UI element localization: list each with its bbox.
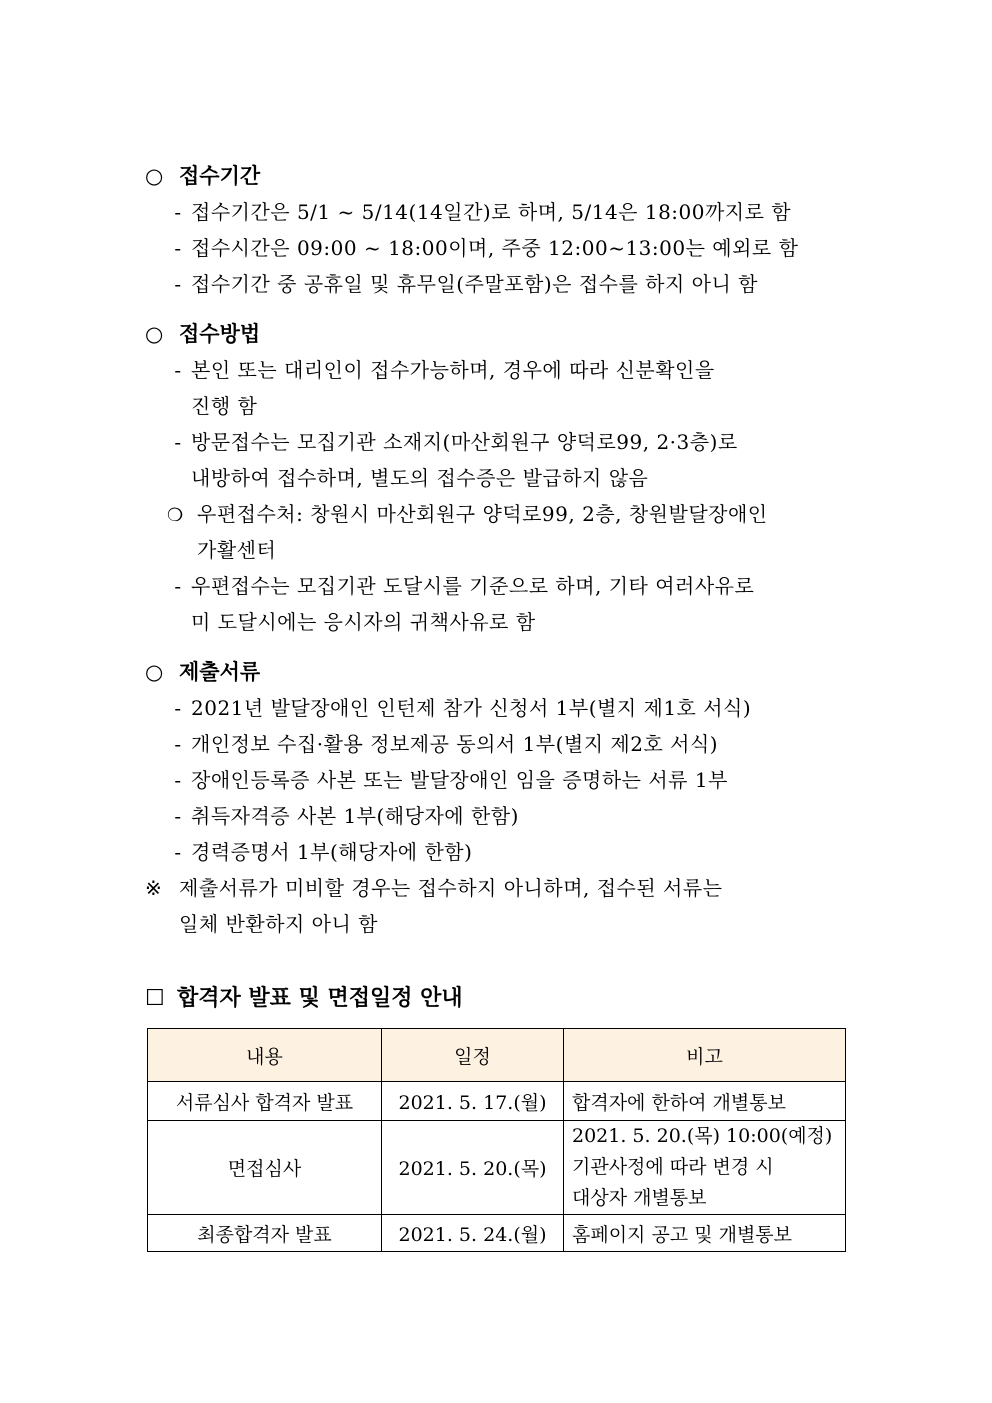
list-item-continuation: 가활센터 bbox=[197, 538, 277, 562]
header-remarks: 비고 bbox=[564, 1029, 846, 1082]
reception-period-heading bbox=[145, 158, 855, 194]
documents-note-continuation: 일체 반환하지 아니 함 bbox=[179, 912, 378, 936]
table-row bbox=[148, 1082, 846, 1121]
cell-content: 서류심사 합격자 발표 bbox=[148, 1082, 382, 1121]
list-item: - 접수시간은 09:00 ~ 18:00이며, 주중 12:00~13:00는 예외로 함 bbox=[174, 236, 799, 260]
table-row bbox=[148, 1215, 846, 1252]
remarks-line: 대상자 개별통보 bbox=[572, 1187, 707, 1209]
circle-bullet-icon: ○ bbox=[145, 164, 164, 188]
square-bullet-icon: ☐ bbox=[145, 986, 165, 1011]
cell-remarks: 합격자에 한하여 개별통보 bbox=[564, 1082, 846, 1121]
schedule-title: 합격자 발표 및 면접일정 안내 bbox=[177, 986, 463, 1011]
schedule-table bbox=[147, 1028, 846, 1252]
remarks-line: 기관사정에 따라 변경 시 bbox=[572, 1156, 774, 1178]
list-item: - 접수기간 중 공휴일 및 휴무일(주말포함)은 접수를 하지 아니 함 bbox=[174, 272, 758, 296]
documents-note: ※ 제출서류가 미비할 경우는 접수하지 아니하며, 접수된 서류는 bbox=[145, 870, 855, 906]
list-item: - 장애인등록증 사본 또는 발달장애인 임을 증명하는 서류 1부 bbox=[174, 768, 728, 792]
cell-content: 면접심사 bbox=[148, 1121, 382, 1215]
list-item: - 경력증명서 1부(해당자에 한함) bbox=[174, 840, 473, 864]
list-item: - 우편접수는 모집기관 도달시를 기준으로 하며, 기타 여러사유로 bbox=[174, 574, 755, 598]
circle-bullet-icon: ○ bbox=[145, 322, 164, 346]
list-item: - 방문접수는 모집기관 소재지(마산회원구 양덕로99, 2·3층)로 bbox=[174, 430, 738, 454]
header-content: 내용 bbox=[148, 1029, 382, 1082]
header-date: 일정 bbox=[382, 1029, 564, 1082]
reception-method-title: 접수방법 bbox=[179, 322, 261, 346]
cell-remarks: 홈페이지 공고 및 개별통보 bbox=[564, 1215, 846, 1252]
reception-method-section bbox=[145, 316, 855, 640]
reception-period-title: 접수기간 bbox=[179, 164, 261, 188]
list-item: - 개인정보 수집·활용 정보제공 동의서 1부(별지 제2호 서식) bbox=[174, 732, 719, 756]
reception-method-heading bbox=[145, 316, 855, 352]
list-item-continuation: 내방하여 접수하며, 별도의 접수증은 발급하지 않음 bbox=[191, 466, 649, 490]
documents-heading bbox=[145, 654, 855, 690]
schedule-heading bbox=[145, 981, 463, 1017]
documents-section bbox=[145, 654, 855, 942]
table-row bbox=[148, 1121, 846, 1215]
reference-mark-icon: ※ bbox=[145, 876, 163, 900]
postal-reception-item: ❍ 우편접수처: 창원시 마산회원구 양덕로99, 2층, 창원발달장애인 bbox=[145, 496, 855, 532]
cell-date: 2021. 5. 20.(목) bbox=[382, 1121, 564, 1215]
list-item: - 본인 또는 대리인이 접수가능하며, 경우에 따라 신분확인을 bbox=[174, 358, 715, 382]
list-item-continuation: 미 도달시에는 응시자의 귀책사유로 함 bbox=[191, 610, 536, 634]
list-item-continuation: 진행 함 bbox=[191, 394, 258, 418]
cell-date: 2021. 5. 17.(월) bbox=[382, 1082, 564, 1121]
documents-title: 제출서류 bbox=[179, 660, 261, 684]
remarks-line: 2021. 5. 20.(목) 10:00(예정) bbox=[572, 1125, 833, 1147]
table-header-row bbox=[148, 1029, 846, 1082]
cell-date: 2021. 5. 24.(월) bbox=[382, 1215, 564, 1252]
circle-bullet-icon: ○ bbox=[145, 660, 164, 684]
list-item: - 취득자격증 사본 1부(해당자에 한함) bbox=[174, 804, 519, 828]
list-item: - 접수기간은 5/1 ~ 5/14(14일간)로 하며, 5/14은 18:00까지로 함 bbox=[174, 200, 792, 224]
reception-period-section bbox=[145, 158, 855, 302]
cell-remarks bbox=[564, 1121, 846, 1215]
shadowed-circle-bullet-icon: ❍ bbox=[167, 505, 184, 526]
list-item: - 2021년 발달장애인 인턴제 참가 신청서 1부(별지 제1호 서식) bbox=[174, 696, 752, 720]
cell-content: 최종합격자 발표 bbox=[148, 1215, 382, 1252]
